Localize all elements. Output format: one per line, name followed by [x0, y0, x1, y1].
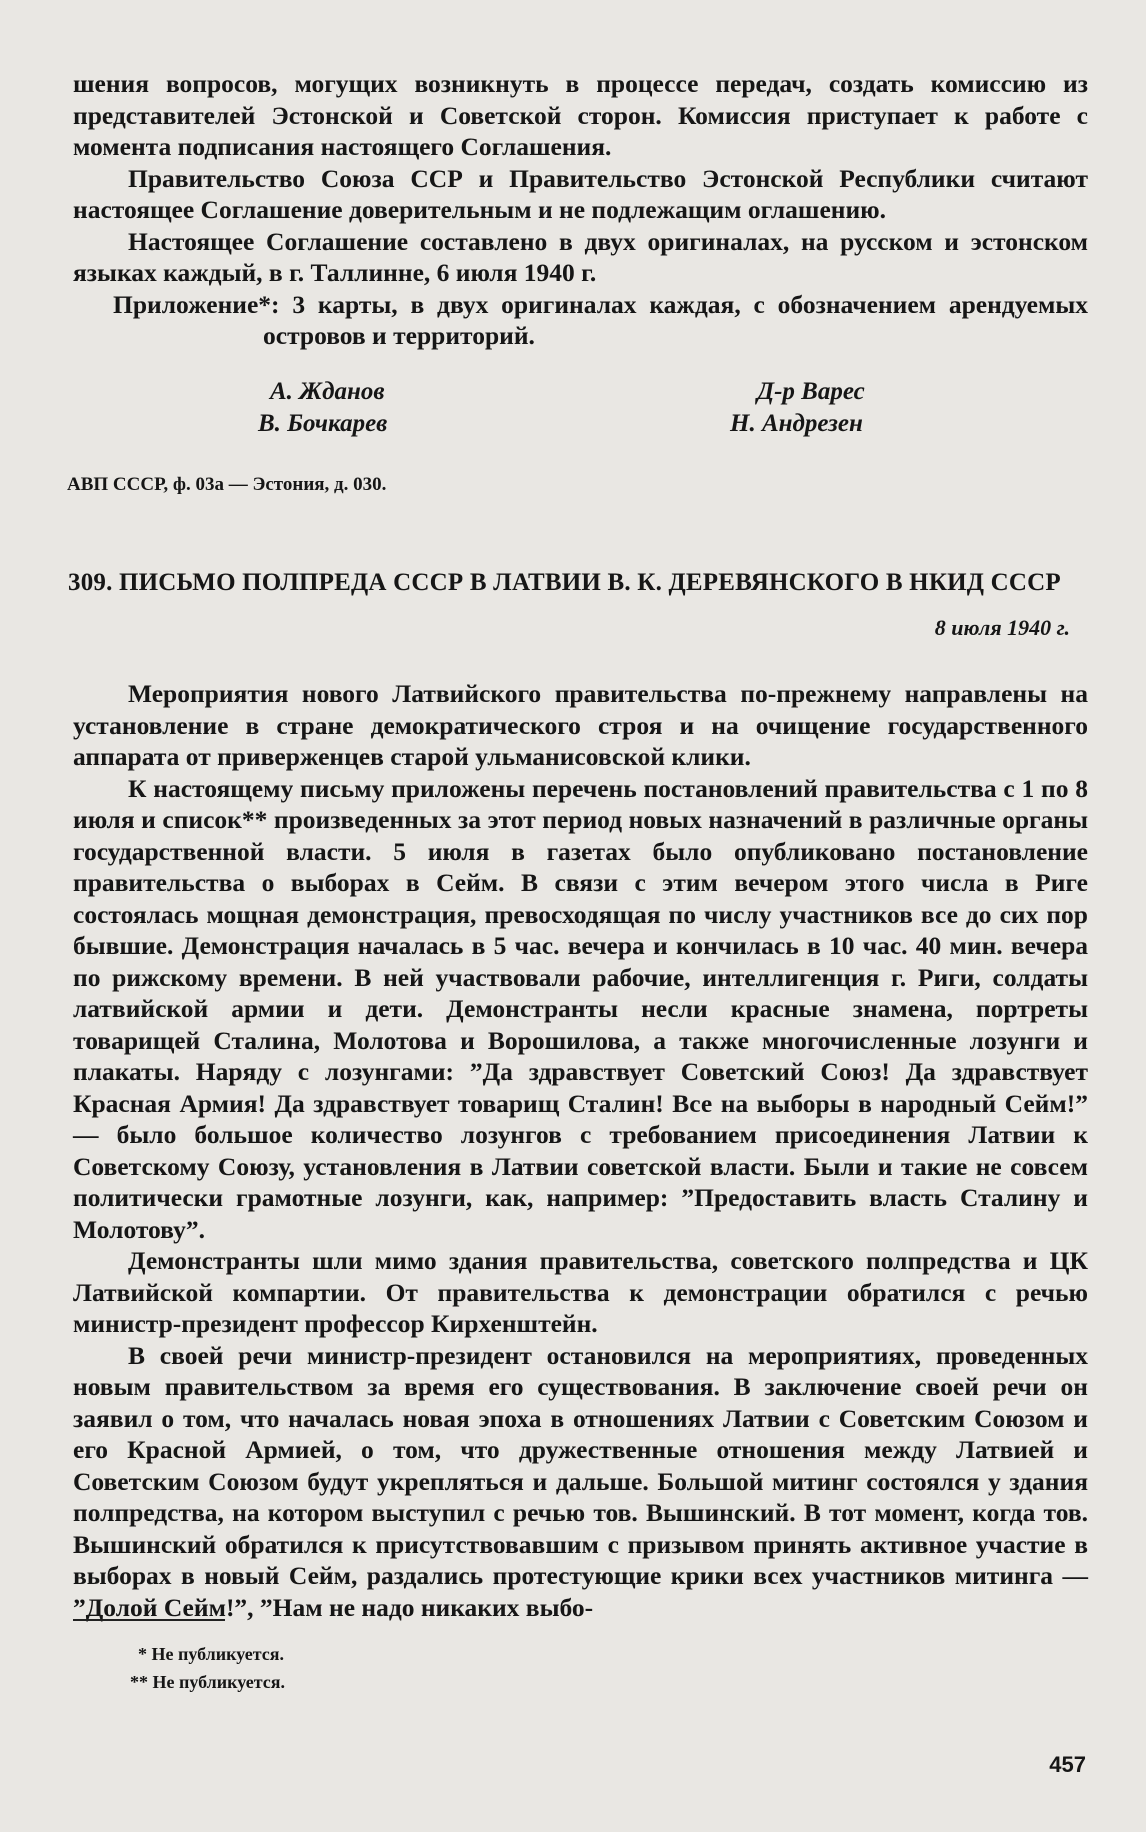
paragraph: Демонстранты шли мимо здания правительства, советского полпредства и ЦК Латвийской компартии. От правительства к демонстрации обратился с речью министр-президент профессор Кирхенштейн.	[73, 1246, 1088, 1338]
signature-zhdanov: А. Жданов	[270, 378, 385, 405]
letter-body	[73, 678, 1088, 1623]
paragraph: Правительство Союза ССР и Правительство Эстонской Республики считают настоящее Соглашение доверительным и не подлежащим оглашению.	[73, 163, 1088, 224]
signature-andrezen: Н. Андрезен	[730, 410, 863, 437]
signature-bochkarev: В. Бочкарев	[258, 410, 388, 437]
appendix-note: Приложение*: 3 карты, в двух оригиналах каждая, с обозначением арендуемых островов и территорий.	[113, 289, 1088, 350]
agreement-tail	[73, 68, 1088, 352]
page-number: 457	[1049, 1752, 1086, 1777]
footnote-1: * Не публикуется.	[138, 1644, 284, 1664]
footnote-2: ** Не публикуется.	[130, 1672, 285, 1692]
signature-vares: Д-р Варес	[757, 378, 865, 405]
document-heading: 309. ПИСЬМО ПОЛПРЕДА СССР В ЛАТВИИ В. К. ДЕРЕВЯНСКОГО В НКИД СССР	[68, 569, 1061, 596]
paragraph: Настоящее Соглашение составлено в двух оригиналах, на русском и эстонском языках каждый, в г. Таллинне, 6 июля 1940 г.	[73, 226, 1088, 287]
paragraph: шения вопросов, могущих возникнуть в процессе передач, создать комиссию из представителей Эстонской и Советской сторон. Комиссия приступает к работе с момента подписания настоящего Соглашения.	[73, 69, 1088, 161]
footnote-divider	[73, 1619, 225, 1621]
archive-source: АВП СССР, ф. 03а — Эстония, д. 030.	[67, 474, 387, 495]
document-date: 8 июля 1940 г.	[934, 615, 1070, 640]
paragraph: Мероприятия нового Латвийского правительства по-прежнему направлены на установление в стране демократического строя и на очищение государственного аппарата от приверженцев старой ульманисовской клики.	[73, 679, 1088, 771]
paragraph: В своей речи министр-президент остановился на мероприятиях, проведенных новым правительством за время его существования. В заключение своей речи он заявил о том, что началась новая эпоха в отношениях Латвии с Советским Союзом и его Красной Армией, о том, что дружественные отношения между Латвией и Советским Союзом будут укрепляться и дальше. Большой митинг состоялся у здания полпредства, на котором выступил с речью тов. Вышинский. В тот момент, когда тов. Вышинский обратился к присутствовавшим с призывом принять активное участие в выборах в новый Сейм, раздались протестующие крики всех участников митинга — ”Долой Сейм!”, ”Нам не надо никаких выбо-	[73, 1340, 1088, 1622]
paragraph: К настоящему письму приложены перечень постановлений правительства с 1 по 8 июля и список** произведенных за этот период новых назначений в различные органы государственной власти. 5 июля в газетах было опубликовано постановление правительства о выборах в Сейм. В связи с этим вечером этого числа в Риге состоялась мощная демонстрация, превосходящая по числу участников все до сих пор бывшие. Демонстрация началась в 5 час. вечера и кончилась в 10 час. 40 мин. вечера по рижскому времени. В ней участвовали рабочие, интеллигенция г. Риги, солдаты латвийской армии и дети. Демонстранты несли красные знамена, портреты товарищей Сталина, Молотова и Ворошилова, а также многочисленные лозунги и плакаты. Наряду с лозунгами: ”Да здравствует Советский Союз! Да здравствует Красная Армия! Да здравствует товарищ Сталин! Все на выборы в народный Сейм!” — было большое количество лозунгов с требованием присоединения Латвии к Советскому Союзу, установления в Латвии советской власти. Были и такие не совсем политически грамотные лозунги, как, например: ”Предоставить власть Сталину и Молотову”.	[73, 773, 1088, 1244]
